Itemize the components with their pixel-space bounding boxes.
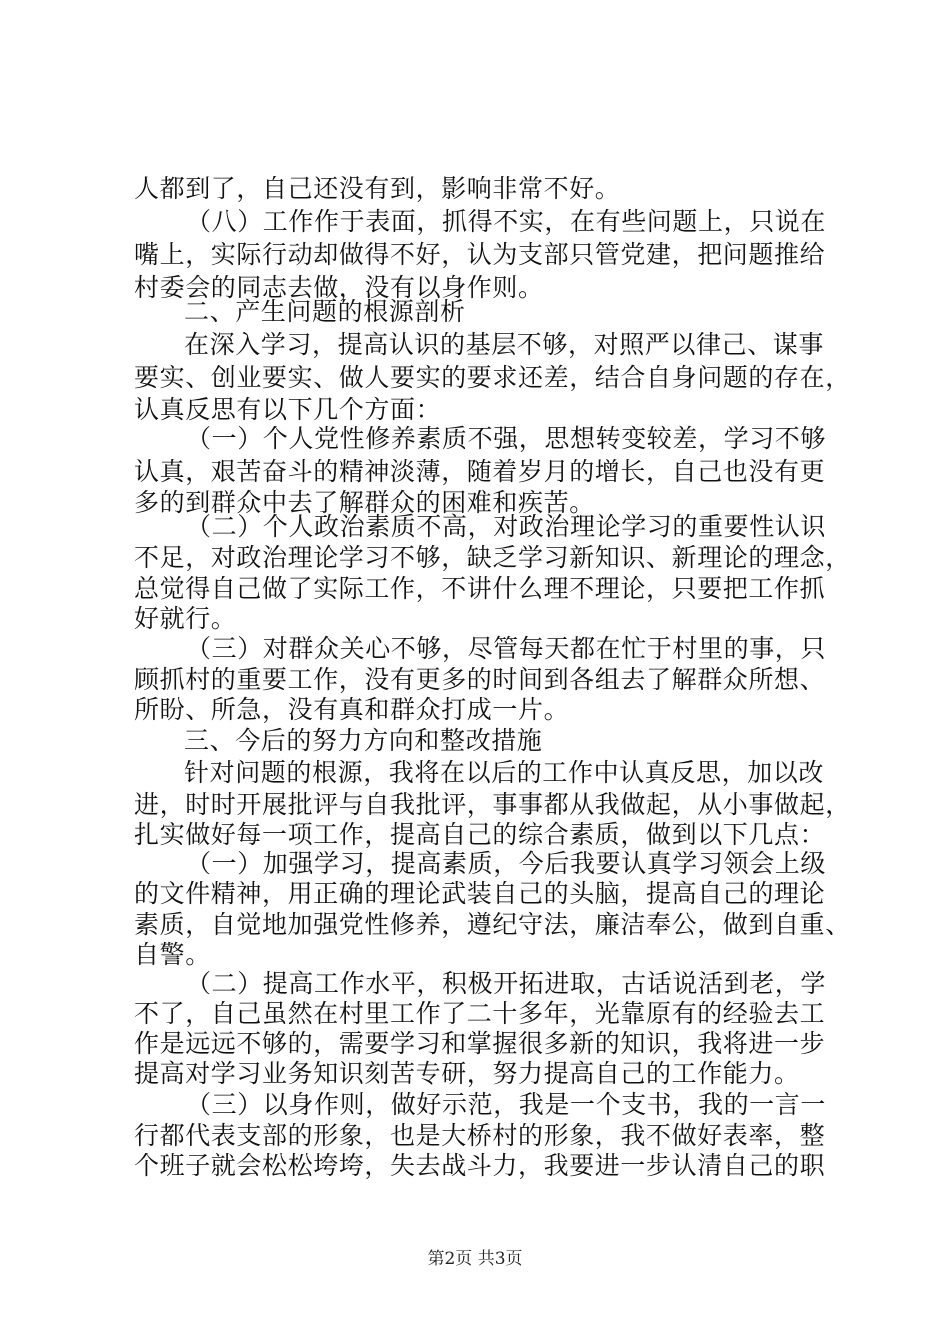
text-line: 个班子就会松松垮垮，失去战斗力，我要进一步认清自己的职: [134, 1151, 826, 1180]
text-line: 素质，自觉地加强党性修养，遵纪守法，廉洁奉公，做到自重、: [134, 910, 851, 939]
text-line: （一）个人党性修养素质不强，思想转变较差，学习不够: [186, 424, 827, 453]
text-line: 不了，自己虽然在村里工作了二十多年，光靠原有的经验去工: [134, 999, 826, 1028]
text-line: 人都到了，自己还没有到，影响非常不好。: [134, 174, 621, 203]
text-line: 嘴上，实际行动却做得不好，认为支部只管党建，把问题推给: [134, 240, 826, 269]
text-line: （三）对群众关心不够，尽管每天都在忙于村里的事，只: [186, 634, 827, 663]
text-line: 提高对学习业务知识刻苦专研，努力提高自己的工作能力。: [134, 1059, 800, 1088]
text-line: 针对问题的根源，我将在以后的工作中认真反思，加以改: [184, 758, 825, 787]
text-line: 村委会的同志去做，没有以身作则。: [134, 273, 544, 302]
text-line: （八）工作作于表面，抓得不实，在有些问题上，只说在: [186, 207, 827, 236]
section-heading: 三、今后的努力方向和整改措施: [184, 726, 543, 755]
section-heading: 二、产生问题的根源剖析: [184, 297, 466, 326]
text-line: 总觉得自己做了实际工作，不讲什么理不理论，只要把工作抓: [134, 574, 826, 603]
text-line: （三）以身作则，做好示范，我是一个支书，我的一言一: [186, 1090, 827, 1119]
text-line: 行都代表支部的形象，也是大桥村的形象，我不做好表率，整: [134, 1121, 826, 1150]
text-line: 认真，艰苦奋斗的精神淡薄，随着岁月的增长，自己也没有更: [134, 457, 826, 486]
text-line: 的文件精神，用正确的理论武装自己的头脑，提高自己的理论: [134, 879, 826, 908]
text-line: 要实、创业要实、做人要实的要求还差，结合自身问题的存在，: [134, 363, 851, 392]
text-line: 扎实做好每一项工作，提高自己的综合素质，做到以下几点：: [134, 820, 826, 849]
text-line: 自警。: [134, 940, 211, 969]
text-line: 作是远远不够的，需要学习和掌握很多新的知识，我将进一步: [134, 1029, 826, 1058]
text-line: 进，时时开展批评与自我批评，事事都从我做起，从小事做起，: [134, 790, 851, 819]
text-line: 所盼、所急，没有真和群众打成一片。: [134, 695, 570, 724]
text-line: （二）个人政治素质不高，对政治理论学习的重要性认识: [186, 512, 827, 541]
text-line: 顾抓村的重要工作，没有更多的时间到各组去了解群众所想、: [134, 665, 826, 694]
text-line: 不足，对政治理论学习不够，缺乏学习新知识、新理论的理念，: [134, 543, 851, 572]
text-line: 好就行。: [134, 604, 237, 633]
text-line: 多的到群众中去了解群众的困难和疾苦。: [134, 488, 595, 517]
text-line: （一）加强学习，提高素质，今后我要认真学习领会上级: [186, 849, 827, 878]
text-line: （二）提高工作水平，积极开拓进取，古话说活到老，学: [186, 969, 827, 998]
page-footer: 第2页 共3页: [427, 1249, 523, 1269]
text-line: 在深入学习，提高认识的基层不够，对照严以律己、谋事: [184, 330, 825, 359]
text-line: 认真反思有以下几个方面：: [134, 395, 442, 424]
